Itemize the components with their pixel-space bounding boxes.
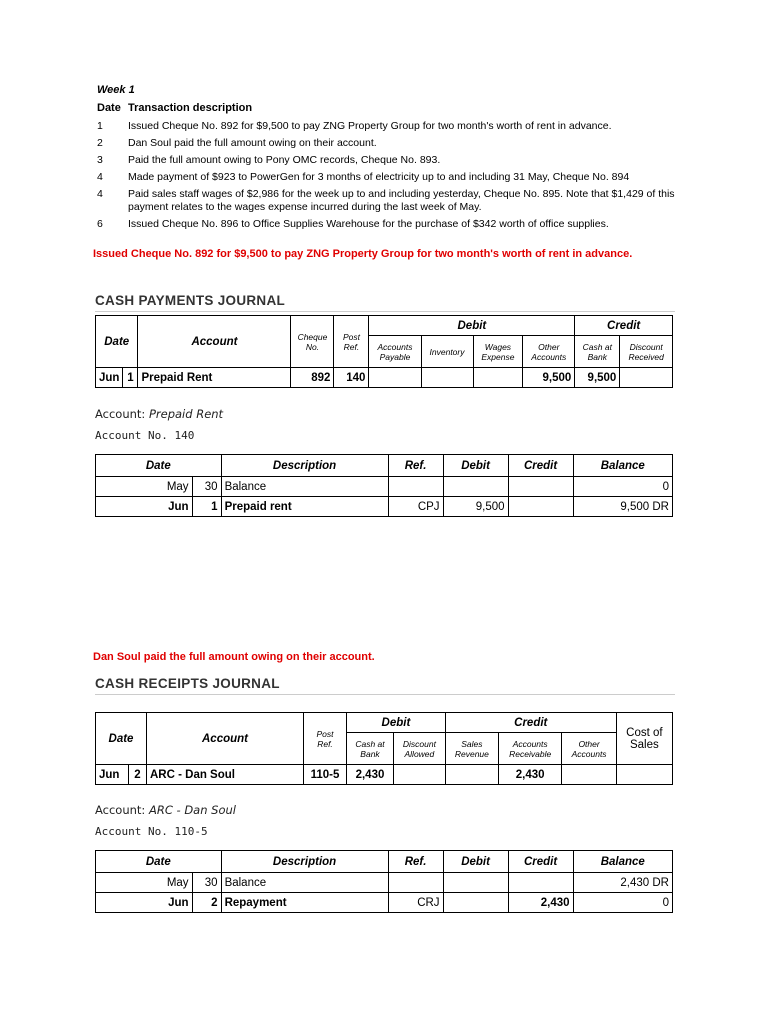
ledger-row [96, 893, 673, 913]
cash-payments-journal-title: CASH PAYMENTS JOURNAL [95, 293, 286, 308]
ledger-month: Jun [96, 497, 193, 517]
col-accounts-payable: Accounts Payable [369, 336, 421, 368]
col-wages-expense: Wages Expense [473, 336, 523, 368]
ledger-balance: 2,430 DR [573, 873, 672, 893]
col-cheque: Cheque No. [291, 316, 334, 368]
row-month: Jun [96, 368, 123, 388]
transaction-number: 3 [97, 154, 103, 166]
col-inventory: Inventory [421, 336, 473, 368]
ledger-debit [443, 477, 508, 497]
col-cost-of-sales: Cost of Sales [616, 713, 672, 765]
row-account: Prepaid Rent [138, 368, 291, 388]
transaction-text: Paid sales staff wages of $2,986 for the week up to and including yesterday, Cheque No. 895. Note that $1,429 of this payment relates to the wages expense incurred during the last week of May. [128, 188, 675, 213]
ledger-credit: 2,430 [508, 893, 573, 913]
col-account: Account [147, 713, 304, 765]
row-account: ARC - Dan Soul [147, 765, 304, 785]
ledger-debit [443, 893, 508, 913]
ledger-description: Prepaid rent [221, 497, 388, 517]
col-cash-at-bank: Cash at Bank [347, 733, 394, 765]
ledger-balance: 0 [573, 893, 672, 913]
ledger-col-balance: Balance [573, 851, 672, 873]
ledger-credit [508, 497, 573, 517]
col-debit: Debit [369, 316, 575, 336]
ledger-ref [388, 477, 443, 497]
transaction-number: 6 [97, 218, 103, 230]
transaction-text: Made payment of $923 to PowerGen for 3 months of electricity up to and including 31 May, Cheque No. 894 [128, 171, 630, 183]
col-debit: Debit [347, 713, 446, 733]
transaction-number: 2 [97, 137, 103, 149]
row-cash-at-bank: 2,430 [347, 765, 394, 785]
transaction-number: 4 [97, 188, 103, 200]
row-inventory [421, 368, 473, 388]
cash-receipts-journal-title: CASH RECEIPTS JOURNAL [95, 676, 280, 691]
ledger-description: Balance [221, 873, 388, 893]
col-discount-received: Discount Received [620, 336, 673, 368]
ledger-row [96, 873, 673, 893]
account-name: Prepaid Rent [148, 407, 224, 421]
table-row [96, 765, 673, 785]
row-discount-received [620, 368, 673, 388]
ledger-day: 2 [192, 893, 221, 913]
col-post-ref: Post Ref. [334, 316, 369, 368]
ledger-day: 30 [192, 477, 221, 497]
ledger-col-ref: Ref. [388, 851, 443, 873]
section2-heading: Dan Soul paid the full amount owing on their account. [93, 651, 375, 663]
col-credit: Credit [575, 316, 673, 336]
row-other-accounts [562, 765, 616, 785]
row-ref: 110-5 [304, 765, 347, 785]
col-date: Date [96, 316, 138, 368]
row-discount-allowed [393, 765, 445, 785]
account-label: Account: ARC - Dan Soul [95, 803, 236, 817]
ledger-col-description: Description [221, 455, 388, 477]
ledger-balance: 0 [573, 477, 672, 497]
transactions-header [97, 102, 252, 114]
ledger-balance: 9,500 DR [573, 497, 672, 517]
table-row [96, 368, 673, 388]
col-sales-revenue: Sales Revenue [445, 733, 498, 765]
account-number: Account No. 140 [95, 429, 195, 442]
col-discount-allowed: Discount Allowed [393, 733, 445, 765]
account-name: ARC - Dan Soul [148, 803, 236, 817]
date-header: Date [97, 102, 121, 114]
ledger-day: 30 [192, 873, 221, 893]
row-accounts-receivable: 2,430 [498, 765, 562, 785]
ledger-ref [388, 873, 443, 893]
ledger-row [96, 497, 673, 517]
ledger-day: 1 [192, 497, 221, 517]
ledger-col-credit: Credit [508, 851, 573, 873]
ledger-col-debit: Debit [443, 455, 508, 477]
ledger-col-date: Date [96, 851, 222, 873]
ledger-month: May [96, 477, 193, 497]
col-accounts-receivable: Accounts Receivable [498, 733, 562, 765]
account-number: Account No. 110-5 [95, 825, 208, 838]
ledger-row [96, 477, 673, 497]
ledger-col-description: Description [221, 851, 388, 873]
transaction-text: Issued Cheque No. 892 for $9,500 to pay ZNG Property Group for two month's worth of rent in advance. [128, 120, 612, 132]
row-wages [473, 368, 523, 388]
description-header: Transaction description [128, 102, 253, 114]
account-label: Account: Prepaid Rent [95, 407, 224, 421]
row-day: 1 [123, 368, 138, 388]
ledger-ref: CPJ [388, 497, 443, 517]
col-date: Date [96, 713, 147, 765]
row-other-accounts: 9,500 [523, 368, 575, 388]
ledger-col-ref: Ref. [388, 455, 443, 477]
week-title: Week 1 [97, 84, 135, 96]
arc-dan-soul-ledger [95, 850, 673, 913]
ledger-month: May [96, 873, 193, 893]
title-underline [95, 311, 675, 312]
col-cash-at-bank: Cash at Bank [575, 336, 620, 368]
col-account: Account [138, 316, 291, 368]
col-credit: Credit [445, 713, 616, 733]
ledger-credit [508, 477, 573, 497]
ledger-col-credit: Credit [508, 455, 573, 477]
row-cost-of-sales [616, 765, 672, 785]
transaction-text: Issued Cheque No. 896 to Office Supplies Warehouse for the purchase of $342 worth of office supplies. [128, 218, 609, 230]
ledger-debit [443, 873, 508, 893]
transaction-text: Dan Soul paid the full amount owing on their account. [128, 137, 377, 149]
transaction-text: Paid the full amount owing to Pony OMC records, Cheque No. 893. [128, 154, 441, 166]
cash-payments-journal [95, 315, 673, 388]
ledger-col-date: Date [96, 455, 222, 477]
ledger-month: Jun [96, 893, 193, 913]
col-post-ref: Post Ref. [304, 713, 347, 765]
row-month: Jun [96, 765, 129, 785]
cash-receipts-journal [95, 712, 673, 785]
ledger-credit [508, 873, 573, 893]
prepaid-rent-ledger [95, 454, 673, 517]
row-ref: 140 [334, 368, 369, 388]
title-underline [95, 694, 675, 695]
ledger-col-balance: Balance [573, 455, 672, 477]
section1-heading: Issued Cheque No. 892 for $9,500 to pay ZNG Property Group for two month's worth of rent in advance. [93, 248, 633, 260]
row-cheque: 892 [291, 368, 334, 388]
transaction-number: 4 [97, 171, 103, 183]
ledger-ref: CRJ [388, 893, 443, 913]
transaction-number: 1 [97, 120, 103, 132]
ledger-debit: 9,500 [443, 497, 508, 517]
ledger-description: Balance [221, 477, 388, 497]
row-accounts-payable [369, 368, 421, 388]
col-other-accounts: Other Accounts [523, 336, 575, 368]
row-cash-at-bank: 9,500 [575, 368, 620, 388]
col-other-accounts: Other Accounts [562, 733, 616, 765]
row-sales-revenue [445, 765, 498, 785]
ledger-description: Repayment [221, 893, 388, 913]
ledger-col-debit: Debit [443, 851, 508, 873]
row-day: 2 [128, 765, 146, 785]
